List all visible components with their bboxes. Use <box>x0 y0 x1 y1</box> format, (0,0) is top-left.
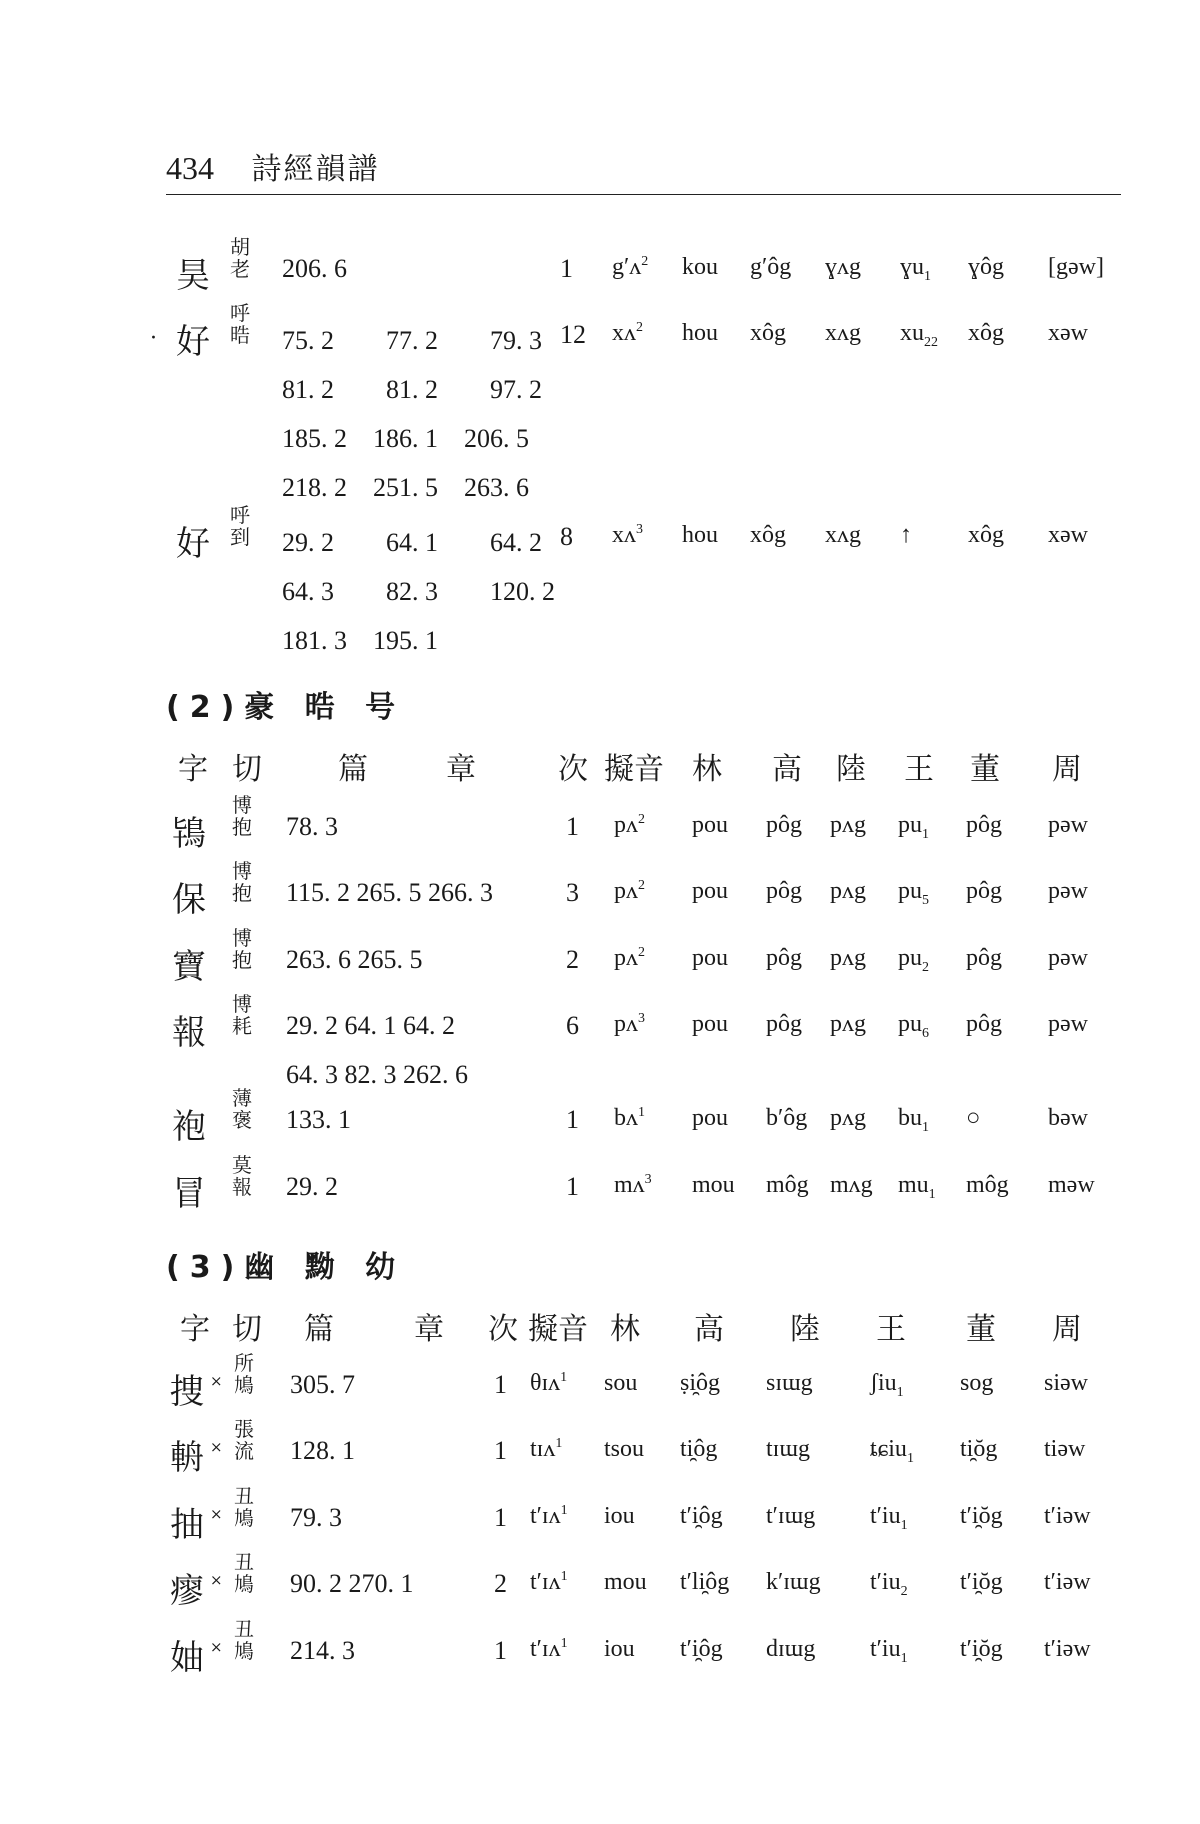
column-header: 周 <box>1052 752 1082 787</box>
entry-char: 寶 <box>172 947 206 987</box>
reading-lin: hou <box>682 522 718 548</box>
chapter-refs: 75. 2 77. 2 79. 3 <box>282 326 543 355</box>
count: 1 <box>494 1503 507 1532</box>
fanqie: 呼 晧 <box>230 301 250 347</box>
column-header: 擬音 <box>528 1312 588 1347</box>
column-header: 篇 <box>304 1312 334 1347</box>
reading-gao: t′i̯ôg <box>680 1503 723 1529</box>
reading-reconstruction: mʌ$^3$ <box>614 1172 652 1198</box>
page-number: 434 <box>166 150 214 186</box>
reading-gao: xôg <box>750 320 786 346</box>
reading-wang: $bu_1$ <box>898 1105 929 1135</box>
reading-lin: pou <box>692 945 728 971</box>
reading-zhou: pəw <box>1048 945 1088 971</box>
reading-lin: pou <box>692 1011 728 1037</box>
chapter-refs: 64. 3 82. 3 262. 6 <box>286 1060 468 1089</box>
chapter-refs: 29. 2 64. 1 64. 2 <box>282 528 543 557</box>
bullet-dot: · <box>150 326 157 351</box>
reading-gao: pôg <box>766 812 802 838</box>
fanqie: 莫 報 <box>232 1153 252 1199</box>
reading-dong: ○ <box>966 1105 981 1131</box>
entry-char: 報 <box>172 1013 206 1053</box>
reading-dong: pôg <box>966 945 1002 971</box>
reading-lu: xʌg <box>825 320 861 346</box>
reading-lin: hou <box>682 320 718 346</box>
column-header: 高 <box>694 1312 724 1347</box>
reading-zhou: xəw <box>1048 522 1088 548</box>
reading-lin: pou <box>692 812 728 838</box>
count: 2 <box>494 1569 507 1598</box>
chapter-refs: 29. 2 64. 1 64. 2 <box>286 1011 455 1040</box>
reading-lin: iou <box>604 1503 635 1529</box>
reading-zhou: xəw <box>1048 320 1088 346</box>
reading-wang: $pu_1$ <box>898 812 929 842</box>
chapter-refs: 128. 1 <box>290 1436 355 1465</box>
entry-char: 捜 <box>170 1372 204 1412</box>
reading-dong: t′i̯ŏg <box>960 1569 1003 1595</box>
reading-zhou: siəw <box>1044 1370 1088 1396</box>
count: 1 <box>494 1636 507 1665</box>
reading-gao: môg <box>766 1172 809 1198</box>
reading-lu: sɪɯg <box>766 1370 813 1396</box>
reading-wang: $t'iu_1$ <box>870 1503 908 1533</box>
column-header: 次 <box>558 752 588 787</box>
reading-gao: pôg <box>766 945 802 971</box>
reading-dong: xôg <box>968 320 1004 346</box>
reading-wang: ȶɕiu$_1$ <box>870 1436 914 1466</box>
reading-dong: pôg <box>966 878 1002 904</box>
chapter-refs: 185. 2 186. 1 206. 5 <box>282 424 530 453</box>
reading-reconstruction: g′ʌ$^2$ <box>612 254 649 280</box>
fanqie: 薄 褒 <box>232 1086 252 1132</box>
reading-dong: sog <box>960 1370 994 1396</box>
entry-char: 妯 <box>170 1638 204 1678</box>
count: 1 <box>560 254 573 283</box>
chapter-refs: 206. 6 <box>282 254 347 283</box>
fanqie: 胡 老 <box>230 235 250 281</box>
reading-lin: pou <box>692 1105 728 1131</box>
reading-reconstruction: pʌ$^2$ <box>614 878 645 904</box>
chapter-refs: 81. 2 81. 2 97. 2 <box>282 375 543 404</box>
reading-reconstruction: t′ɪʌ$^1$ <box>530 1569 568 1595</box>
column-header: 董 <box>970 752 1000 787</box>
fanqie: 博 抱 <box>232 859 252 905</box>
reading-wang: $xu_{22}$ <box>900 320 938 350</box>
reading-lu: tɪɯg <box>766 1436 811 1462</box>
reading-zhou: tiəw <box>1044 1436 1086 1462</box>
page-header <box>166 144 380 188</box>
reading-gao: ti̯ôg <box>680 1436 718 1462</box>
reading-dong: pôg <box>966 1011 1002 1037</box>
reading-lu: pʌg <box>830 1011 866 1037</box>
entry-char: 好 <box>176 524 210 564</box>
reading-wang: $t'iu_2$ <box>870 1569 908 1599</box>
count: 1 <box>566 1172 579 1201</box>
column-header: 王 <box>876 1312 906 1347</box>
reading-gao: b′ôg <box>766 1105 808 1131</box>
entry-char: 好 <box>176 322 210 362</box>
fanqie: 丑 鳩 <box>234 1484 254 1530</box>
entry-char: 輈 <box>170 1438 204 1478</box>
rare-mark: × <box>210 1638 223 1656</box>
reading-lu: xʌg <box>825 522 861 548</box>
reading-zhou: pəw <box>1048 812 1088 838</box>
chapter-refs: 305. 7 <box>290 1370 355 1399</box>
reading-lu: k′ɪɯg <box>766 1569 821 1595</box>
fanqie: 博 耗 <box>232 992 252 1038</box>
reading-lu: ɣʌg <box>825 254 861 280</box>
entry-char: 冒 <box>172 1174 206 1214</box>
column-header: 高 <box>772 752 802 787</box>
reading-reconstruction: xʌ$^2$ <box>612 320 643 346</box>
fanqie: 博 抱 <box>232 793 252 839</box>
chapter-refs: 78. 3 <box>286 812 338 841</box>
column-header: 董 <box>966 1312 996 1347</box>
count: 8 <box>560 522 573 551</box>
count: 1 <box>566 812 579 841</box>
column-header: 陸 <box>836 752 866 787</box>
reading-lin: pou <box>692 878 728 904</box>
section-title: (3)幽 黝 幼 <box>166 1250 406 1285</box>
reading-wang: ʃiu$_1$ <box>870 1370 904 1400</box>
chapter-refs: 263. 6 265. 5 <box>286 945 423 974</box>
reading-wang: $pu_6$ <box>898 1011 929 1041</box>
reading-dong: môg <box>966 1172 1009 1198</box>
chapter-refs: 29. 2 <box>286 1172 338 1201</box>
reading-lu: dɪɯg <box>766 1636 816 1662</box>
reading-reconstruction: xʌ$^3$ <box>612 522 643 548</box>
reading-lin: sou <box>604 1370 638 1396</box>
reading-zhou: pəw <box>1048 878 1088 904</box>
column-header: 章 <box>414 1312 444 1347</box>
header-rule <box>166 194 1121 195</box>
reading-dong: t′i̯ŏg <box>960 1636 1003 1662</box>
chapter-refs: 181. 3 195. 1 <box>282 626 439 655</box>
reading-lin: kou <box>682 254 718 280</box>
column-header: 周 <box>1052 1312 1082 1347</box>
reading-reconstruction: θɪʌ$^1$ <box>530 1370 568 1396</box>
entry-char: 鴇 <box>172 814 206 854</box>
reading-gao: pôg <box>766 1011 802 1037</box>
reading-wang: ↑ <box>900 522 912 548</box>
reading-dong: pôg <box>966 812 1002 838</box>
reading-lu: pʌg <box>830 1105 866 1131</box>
reading-gao: t′i̯ôg <box>680 1636 723 1662</box>
reading-lu: pʌg <box>830 945 866 971</box>
reading-wang: $t'iu_1$ <box>870 1636 908 1666</box>
reading-lin: tsou <box>604 1436 645 1462</box>
column-header: 次 <box>488 1312 518 1347</box>
column-header: 字 <box>178 752 208 787</box>
reading-lin: mou <box>604 1569 647 1595</box>
column-header: 字 <box>180 1312 210 1347</box>
reading-reconstruction: pʌ$^2$ <box>614 812 645 838</box>
chapter-refs: 64. 3 82. 3 120. 2 <box>282 577 556 606</box>
count: 1 <box>566 1105 579 1134</box>
count: 2 <box>566 945 579 974</box>
column-header: 林 <box>610 1312 640 1347</box>
column-header: 陸 <box>790 1312 820 1347</box>
chapter-refs: 218. 2 251. 5 263. 6 <box>282 473 530 502</box>
reading-dong: xôg <box>968 522 1004 548</box>
fanqie: 呼 到 <box>230 503 250 549</box>
reading-zhou: məw <box>1048 1172 1095 1198</box>
entry-char: 抽 <box>170 1505 204 1545</box>
rare-mark: × <box>210 1438 223 1456</box>
reading-gao: pôg <box>766 878 802 904</box>
chapter-refs: 115. 2 265. 5 266. 3 <box>286 878 494 907</box>
reading-lin: iou <box>604 1636 635 1662</box>
reading-reconstruction: pʌ$^3$ <box>614 1011 645 1037</box>
fanqie: 丑 鳩 <box>234 1617 254 1663</box>
count: 1 <box>494 1436 507 1465</box>
entry-char: 袍 <box>172 1107 206 1147</box>
column-header: 擬音 <box>604 752 664 787</box>
reading-wang: $mu_1$ <box>898 1172 936 1202</box>
reading-reconstruction: pʌ$^2$ <box>614 945 645 971</box>
reading-lin: mou <box>692 1172 735 1198</box>
reading-wang: ɣu$_1$ <box>900 254 931 284</box>
fanqie: 博 抱 <box>232 926 252 972</box>
chapter-refs: 90. 2 270. 1 <box>290 1569 414 1598</box>
reading-zhou: bəw <box>1048 1105 1088 1131</box>
reading-lu: t′ɪɯg <box>766 1503 816 1529</box>
reading-zhou: t′iəw <box>1044 1569 1091 1595</box>
reading-wang: $pu_2$ <box>898 945 929 975</box>
fanqie: 所 鳩 <box>234 1351 254 1397</box>
count: 3 <box>566 878 579 907</box>
column-header: 篇 <box>338 752 368 787</box>
reading-lu: mʌg <box>830 1172 873 1198</box>
count: 1 <box>494 1370 507 1399</box>
reading-reconstruction: t′ɪʌ$^1$ <box>530 1503 568 1529</box>
reading-zhou: [gəw] <box>1048 254 1104 280</box>
column-header: 切 <box>232 1312 262 1347</box>
reading-dong: ɣôg <box>968 254 1004 280</box>
reading-lu: pʌg <box>830 812 866 838</box>
reading-gao: xôg <box>750 522 786 548</box>
entry-char: 昊 <box>176 256 210 296</box>
chapter-refs: 214. 3 <box>290 1636 355 1665</box>
reading-wang: $pu_5$ <box>898 878 929 908</box>
reading-zhou: pəw <box>1048 1011 1088 1037</box>
fanqie: 張 流 <box>234 1417 254 1463</box>
section-title: (2)豪 晧 号 <box>166 690 406 725</box>
column-header: 王 <box>904 752 934 787</box>
chapter-refs: 79. 3 <box>290 1503 342 1532</box>
entry-char: 瘳 <box>170 1571 204 1611</box>
reading-reconstruction: tɪʌ$^1$ <box>530 1436 563 1462</box>
reading-dong: t′i̯ŏg <box>960 1503 1003 1529</box>
reading-lu: pʌg <box>830 878 866 904</box>
reading-dong: ti̯ŏg <box>960 1436 998 1462</box>
reading-gao: g′ôg <box>750 254 792 280</box>
rare-mark: × <box>210 1372 223 1390</box>
reading-gao: ṣi̯ôg <box>680 1370 721 1396</box>
reading-reconstruction: t′ɪʌ$^1$ <box>530 1636 568 1662</box>
reading-reconstruction: bʌ$^1$ <box>614 1105 645 1131</box>
reading-zhou: t′iəw <box>1044 1503 1091 1529</box>
chapter-refs: 133. 1 <box>286 1105 351 1134</box>
column-header: 林 <box>692 752 722 787</box>
rare-mark: × <box>210 1571 223 1589</box>
entry-char: 保 <box>172 880 206 920</box>
reading-gao: t′li̯ôg <box>680 1569 730 1595</box>
fanqie: 丑 鳩 <box>234 1550 254 1596</box>
rare-mark: × <box>210 1505 223 1523</box>
column-header: 章 <box>446 752 476 787</box>
reading-zhou: t′iəw <box>1044 1636 1091 1662</box>
column-header: 切 <box>232 752 262 787</box>
count: 6 <box>566 1011 579 1040</box>
book-title: 詩經韻譜 <box>251 152 380 187</box>
count: 12 <box>560 320 586 349</box>
